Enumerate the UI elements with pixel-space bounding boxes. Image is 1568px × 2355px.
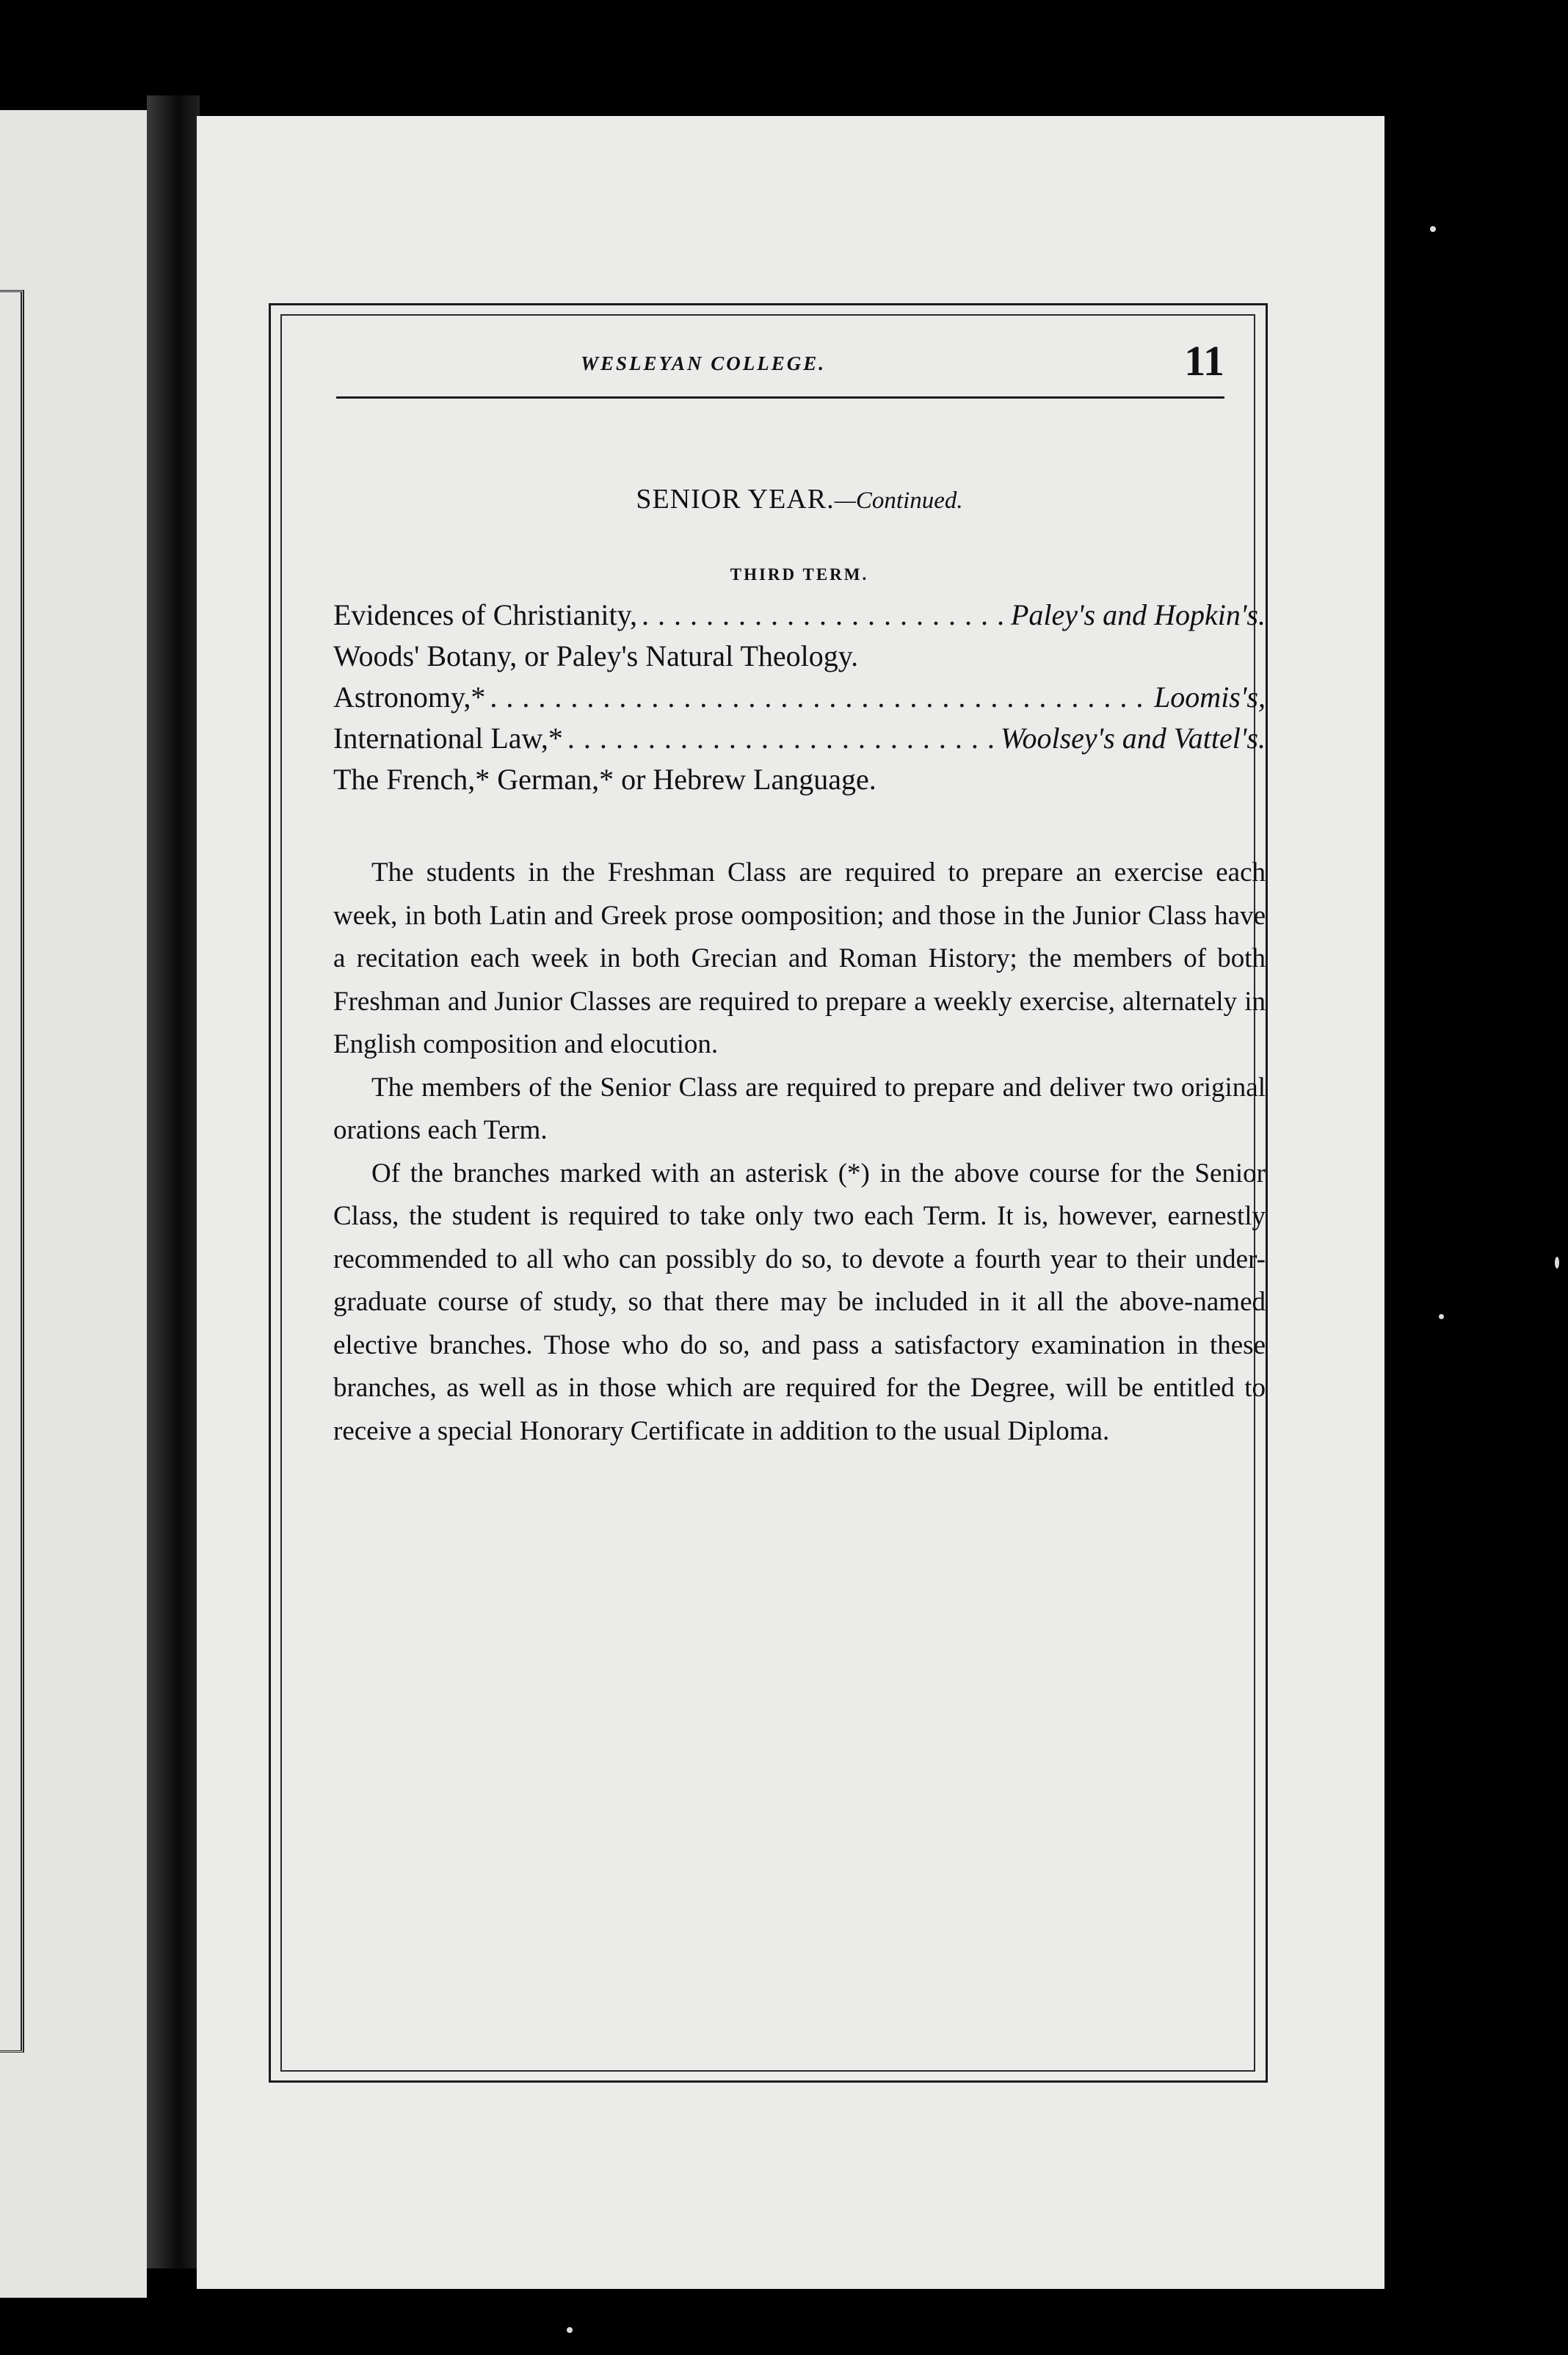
book-gutter [147,95,200,2268]
page-content [333,483,1266,1453]
course-line [333,677,1266,718]
paragraph-freshman-junior: The students in the Freshman Class are required to prepare an exercise each week, in both Latin and Greek prose oomposition; and those in the Junior Class have a recitation each week in both Grecian and Roman History; the members of both Freshman and Junior Classes are required to prepare a weekly exercise, alternately in English composition and elocution. [333,857,1266,1059]
paragraph-elective-branches: Of the branches marked with an asterisk (*) in the above course for the Senior Class, the student is required to take only two each Term. It is, however, earnestly recommended to all who can possibly do so, to devote a fourth year to their under-graduate course of study, so that there may be included in it all the above-named elective branches. Those who do so, and pass a satisfactory examination in these branches, as well as in those which are required for the Degree, will be entitled to receive a special Honorary Certificate in addition to the usual Diploma. [333,1158,1266,1446]
page-number: 11 [1184,337,1224,385]
dot-leader [642,595,1006,636]
course-textbook: Woolsey's and Vattel's. [1000,722,1266,755]
section-heading [333,483,1266,515]
page [197,116,1384,2289]
course-line [333,595,1266,636]
header-rule [336,396,1224,399]
section-heading-text: SENIOR YEAR. [636,484,835,515]
course-textbook: Paley's and Hopkin's. [1010,598,1266,631]
section-heading-continued: —Continued. [834,487,963,514]
course-line [333,759,1266,800]
left-facing-page [0,110,147,2298]
running-title: WESLEYAN COLLEGE. [580,352,827,374]
course-line [333,636,1266,677]
paragraph-senior-orations: The members of the Senior Class are required to prepare and deliver two original orations each Term. [333,1072,1266,1145]
course-subject: Astronomy,* [333,681,486,714]
dot-leader [490,677,1150,718]
course-subject: International Law,* [333,722,563,755]
scan-speck [1439,1314,1444,1319]
scan-speck [567,2327,573,2333]
course-list [333,595,1266,800]
running-head [336,336,1224,402]
course-line [333,718,1266,759]
course-textbook: Loomis's, [1154,681,1266,714]
scan-speck [1430,226,1436,232]
course-subject: The French,* German,* or Hebrew Language. [333,763,876,796]
term-heading: THIRD TERM. [730,565,869,584]
course-subject: Woods' Botany, or Paley's Natural Theology. [333,639,859,672]
left-page-border [0,290,24,2053]
course-subject: Evidences of Christianity, [333,598,637,631]
scan-speck [1555,1257,1559,1269]
dot-leader [567,718,996,759]
